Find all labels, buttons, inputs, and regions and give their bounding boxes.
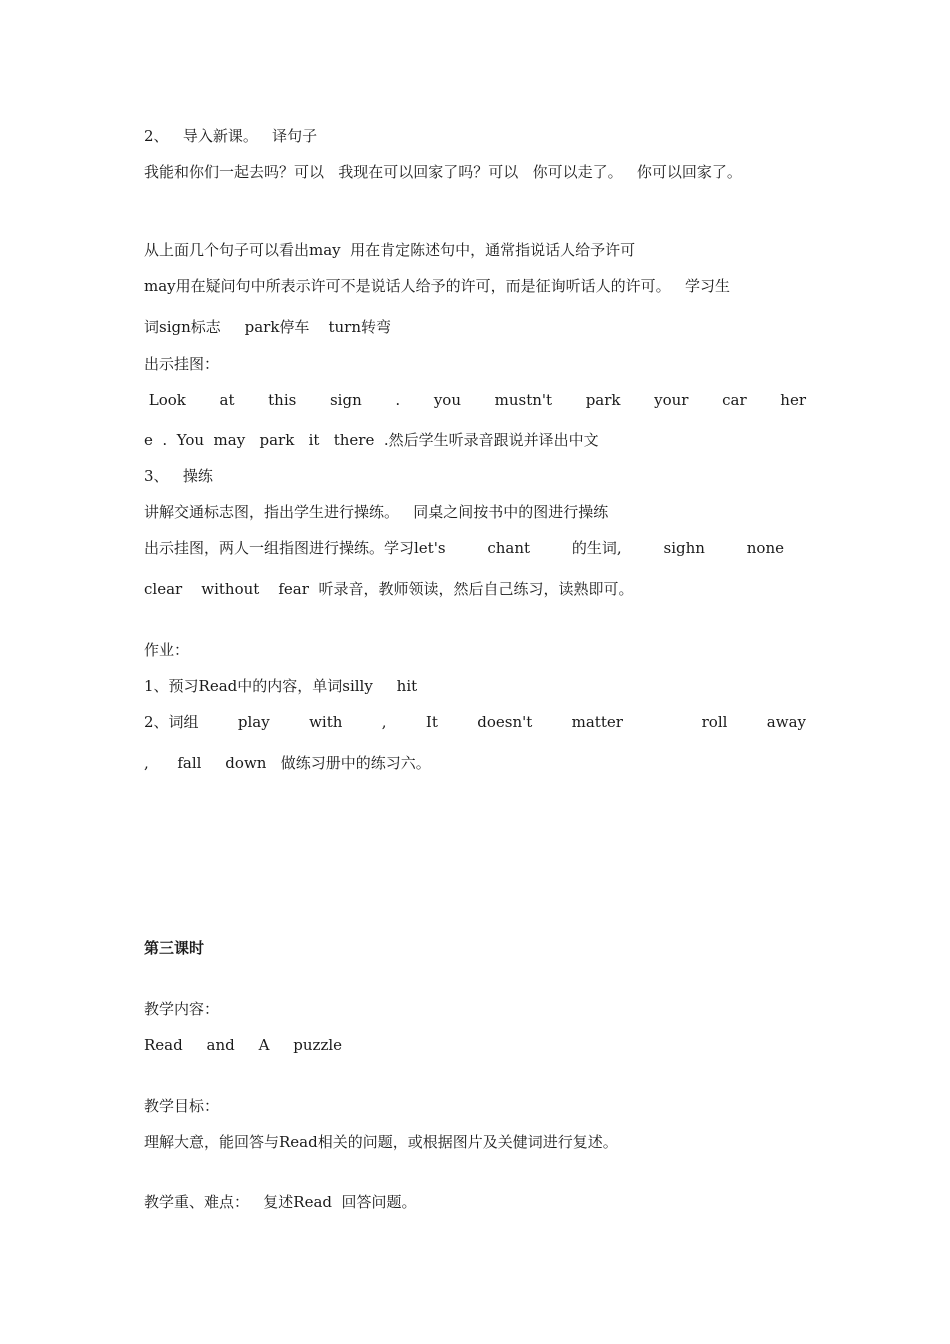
teaching-goals-label: 教学目标： bbox=[144, 1097, 220, 1115]
text-chunk: 出示挂图，两人一组指图进行操练。学习let's bbox=[144, 539, 446, 557]
may-explanation-2: may用在疑问句中所表示许可不是说话人给予的许可，而是征询听话人的许可。 学习生 bbox=[144, 277, 730, 295]
practice-instructions: 讲解交通标志图，指出学生进行操练。 同桌之间按书中的图进行操练 bbox=[144, 503, 609, 521]
word: Look bbox=[144, 391, 186, 409]
teaching-goals: 理解大意，能回答与Read相关的问题，或根据图片及关健词进行复述。 bbox=[144, 1133, 618, 1151]
teaching-content-label: 教学内容： bbox=[144, 1000, 220, 1018]
text-chunk: none bbox=[746, 539, 784, 557]
may-explanation-1: 从上面几个句子可以看出may 用在肯定陈述句中，通常指说话人给予许可 bbox=[144, 241, 636, 259]
homework-item-1: 1、预习Read中的内容，单词silly hit bbox=[144, 677, 418, 695]
phrase-word: roll bbox=[701, 713, 728, 731]
word: . bbox=[395, 391, 401, 409]
phrase-word: away bbox=[766, 713, 806, 731]
phrase-word: 2、词组 bbox=[144, 713, 199, 731]
section-3-title: 3、 操练 bbox=[144, 467, 213, 485]
sign-sentence-line bbox=[144, 390, 806, 410]
word: your bbox=[654, 391, 689, 409]
homework-item-2-continued: , fall down 做练习册中的练习六。 bbox=[144, 754, 431, 772]
phrase-word: play bbox=[237, 713, 270, 731]
homework-label: 作业： bbox=[144, 641, 190, 659]
phrase-word: doesn't bbox=[477, 713, 533, 731]
phrase-word: , bbox=[381, 713, 387, 731]
key-difficult-points: 教学重、难点： 复述Read 回答问题。 bbox=[144, 1193, 417, 1211]
phrase-word: It bbox=[425, 713, 438, 731]
lesson-3-heading: 第三课时 bbox=[144, 939, 205, 957]
word: mustn't bbox=[494, 391, 553, 409]
vocabulary-line: 词sign标志 park停车 turn转弯 bbox=[144, 318, 391, 336]
word: her bbox=[780, 391, 806, 409]
text-chunk: 的生词, bbox=[571, 539, 622, 557]
phrase-word: with bbox=[309, 713, 343, 731]
chant-line bbox=[144, 538, 784, 558]
word: this bbox=[268, 391, 297, 409]
word: park bbox=[585, 391, 621, 409]
text-chunk: sighn bbox=[663, 539, 705, 557]
word: you bbox=[433, 391, 461, 409]
homework-item-2 bbox=[144, 712, 806, 732]
chant-line-continued: clear without fear 听录音，教师领读，然后自己练习，读熟即可。 bbox=[144, 580, 634, 598]
word: sign bbox=[329, 391, 362, 409]
text-chunk: chant bbox=[487, 539, 531, 557]
phrase-word: matter bbox=[571, 713, 623, 731]
sign-sentence-continued: e . You may park it there .然后学生听录音跟说并译出中文 bbox=[144, 431, 599, 449]
word: car bbox=[722, 391, 747, 409]
show-picture-label: 出示挂图： bbox=[144, 355, 220, 373]
example-sentences: 我能和你们一起去吗？可以 我现在可以回家了吗？可以 你可以走了。 你可以回家了。 bbox=[144, 163, 742, 181]
word: at bbox=[219, 391, 235, 409]
section-2-title: 2、 导入新课。 译句子 bbox=[144, 127, 318, 145]
teaching-content: Read and A puzzle bbox=[144, 1036, 343, 1054]
